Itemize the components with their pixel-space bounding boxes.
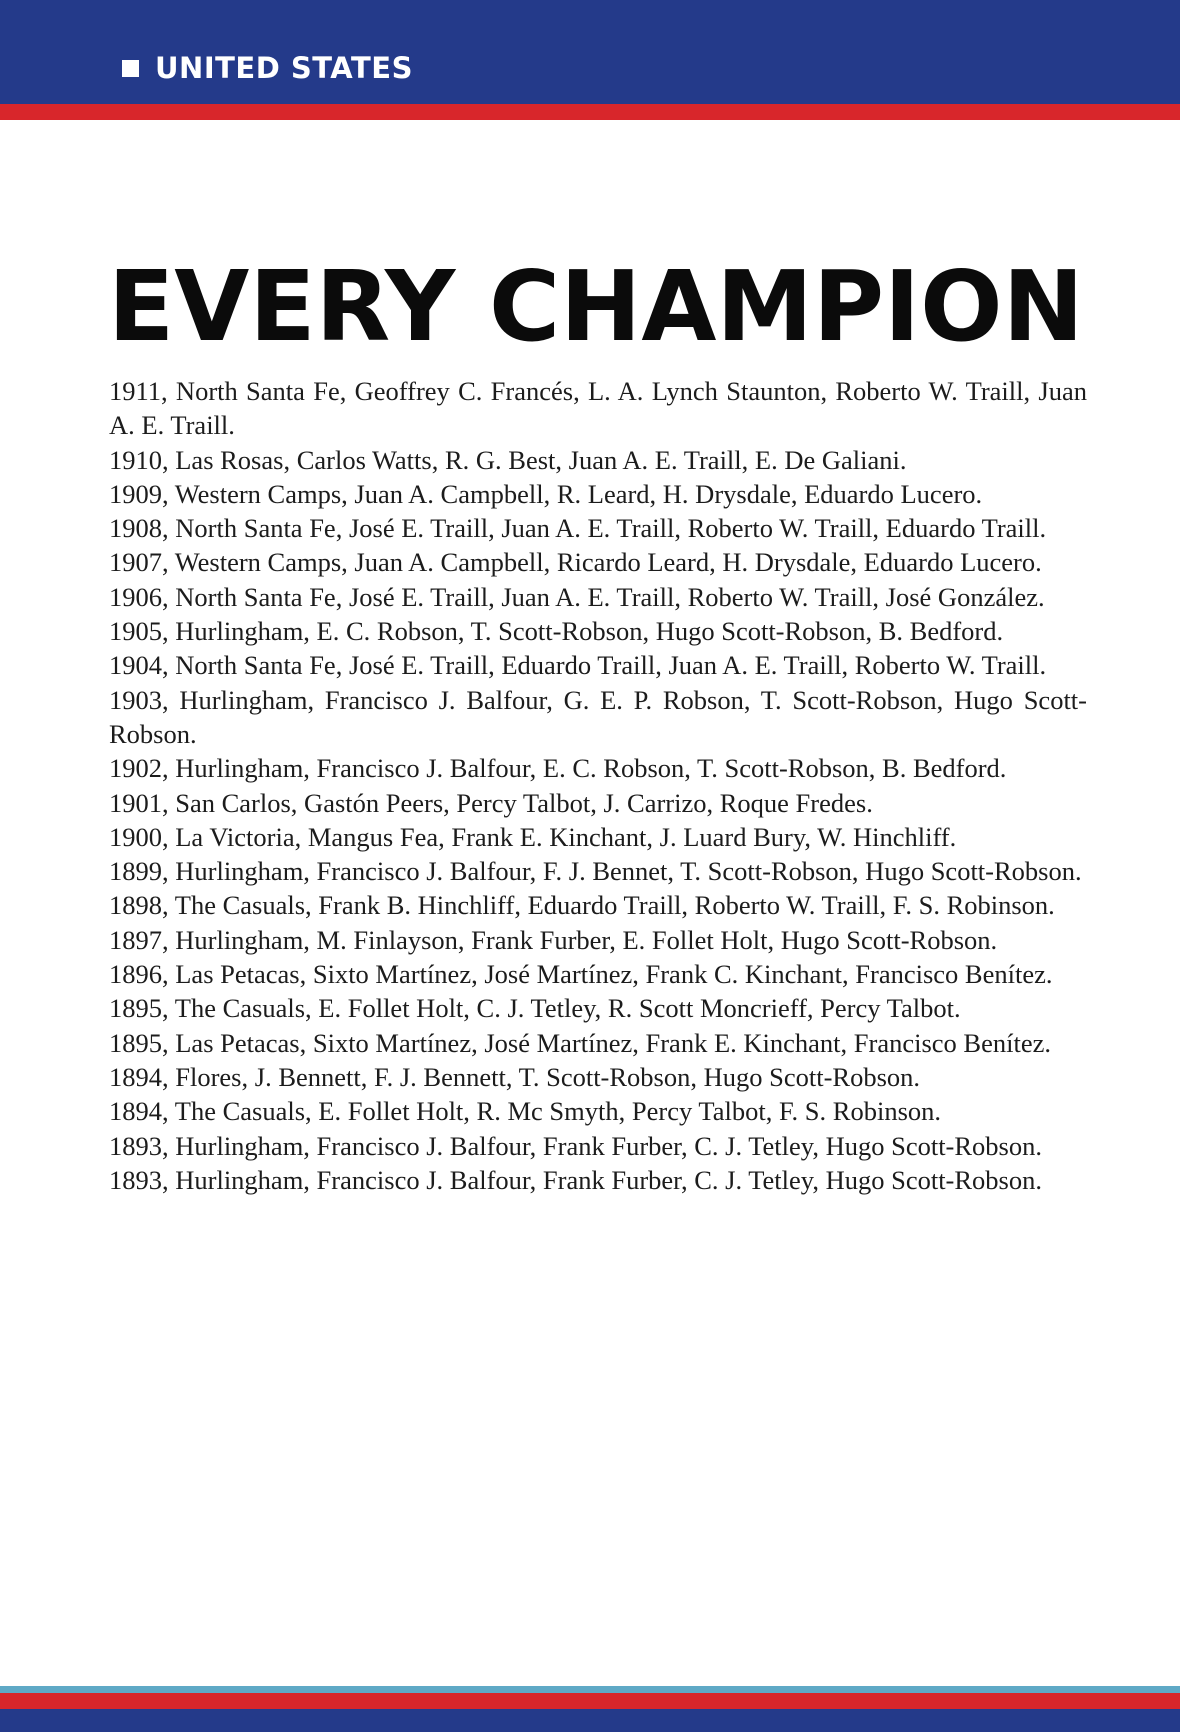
champion-entry: 1898, The Casuals, Frank B. Hinchliff, Eduardo Traill, Roberto W. Traill, F. S. Robinson. bbox=[109, 890, 1055, 921]
champion-entry: 1896, Las Petacas, Sixto Martínez, José Martínez, Frank C. Kinchant, Francisco Benítez. bbox=[109, 959, 1053, 990]
champion-entry: 1894, Flores, J. Bennett, F. J. Bennett, T. Scott-Robson, Hugo Scott-Robson. bbox=[109, 1061, 921, 1092]
champions-list bbox=[109, 374, 1087, 1197]
champion-entry: 1895, Las Petacas, Sixto Martínez, José Martínez, Frank E. Kinchant, Francisco Benítez. bbox=[109, 1027, 1051, 1058]
champion-entry: 1902, Hurlingham, Francisco J. Balfour, E. C. Robson, T. Scott-Robson, B. Bedford. bbox=[109, 753, 1007, 784]
champion-entry: 1900, La Victoria, Mangus Fea, Frank E. Kinchant, J. Luard Bury, W. Hinchliff. bbox=[109, 821, 957, 852]
square-bullet-icon bbox=[122, 60, 139, 77]
champion-entry: 1906, North Santa Fe, José E. Traill, Juan A. E. Traill, Roberto W. Traill, José González. bbox=[109, 581, 1045, 612]
champion-entry: 1910, Las Rosas, Carlos Watts, R. G. Best, Juan A. E. Traill, E. De Galiani. bbox=[109, 444, 907, 475]
champion-entry: 1897, Hurlingham, M. Finlayson, Frank Furber, E. Follet Holt, Hugo Scott-Robson. bbox=[109, 924, 998, 955]
page-title: EVERY CHAMPION bbox=[108, 250, 1084, 363]
champion-entry: 1895, The Casuals, E. Follet Holt, C. J. Tetley, R. Scott Moncrieff, Percy Talbot. bbox=[109, 993, 961, 1024]
champion-entry: 1909, Western Camps, Juan A. Campbell, R. Leard, H. Drysdale, Eduardo Lucero. bbox=[109, 478, 983, 509]
champion-entry: 1901, San Carlos, Gastón Peers, Percy Talbot, J. Carrizo, Roque Fredes. bbox=[109, 787, 873, 818]
champion-entry: 1904, North Santa Fe, José E. Traill, Eduardo Traill, Juan A. E. Traill, Roberto W. Traill. bbox=[109, 650, 1047, 681]
champion-entry: 1905, Hurlingham, E. C. Robson, T. Scott-Robson, Hugo Scott-Robson, B. Bedford. bbox=[109, 616, 1004, 647]
footer-band bbox=[0, 1709, 1180, 1732]
champion-entry: 1907, Western Camps, Juan A. Campbell, Ricardo Leard, H. Drysdale, Eduardo Lucero. bbox=[109, 547, 1042, 578]
champion-entry: 1893, Hurlingham, Francisco J. Balfour, Frank Furber, C. J. Tetley, Hugo Scott-Robson. bbox=[109, 1130, 1042, 1161]
champion-entry: 1893, Hurlingham, Francisco J. Balfour, Frank Furber, C. J. Tetley, Hugo Scott-Robson. bbox=[109, 1164, 1042, 1195]
champion-entry: 1911, North Santa Fe, Geoffrey C. Francés, L. A. Lynch Staunton, Roberto W. Traill, Juan A. E. Traill. bbox=[109, 376, 1087, 441]
footer-red-stripe bbox=[0, 1693, 1180, 1709]
champion-entry: 1908, North Santa Fe, José E. Traill, Juan A. E. Traill, Roberto W. Traill, Eduardo Traill. bbox=[109, 513, 1047, 544]
champion-entry: 1894, The Casuals, E. Follet Holt, R. Mc Smyth, Percy Talbot, F. S. Robinson. bbox=[109, 1096, 942, 1127]
champion-entry: 1899, Hurlingham, Francisco J. Balfour, F. J. Bennet, T. Scott-Robson, Hugo Scott-Robson. bbox=[109, 856, 1082, 887]
footer-light-stripe bbox=[0, 1686, 1180, 1693]
header-red-stripe bbox=[0, 104, 1180, 120]
section-label bbox=[122, 48, 413, 88]
section-label-text: UNITED STATES bbox=[155, 51, 413, 85]
champion-entry: 1903, Hurlingham, Francisco J. Balfour, G. E. P. Robson, T. Scott-Robson, Hugo Scott- Robson. bbox=[109, 684, 1087, 749]
